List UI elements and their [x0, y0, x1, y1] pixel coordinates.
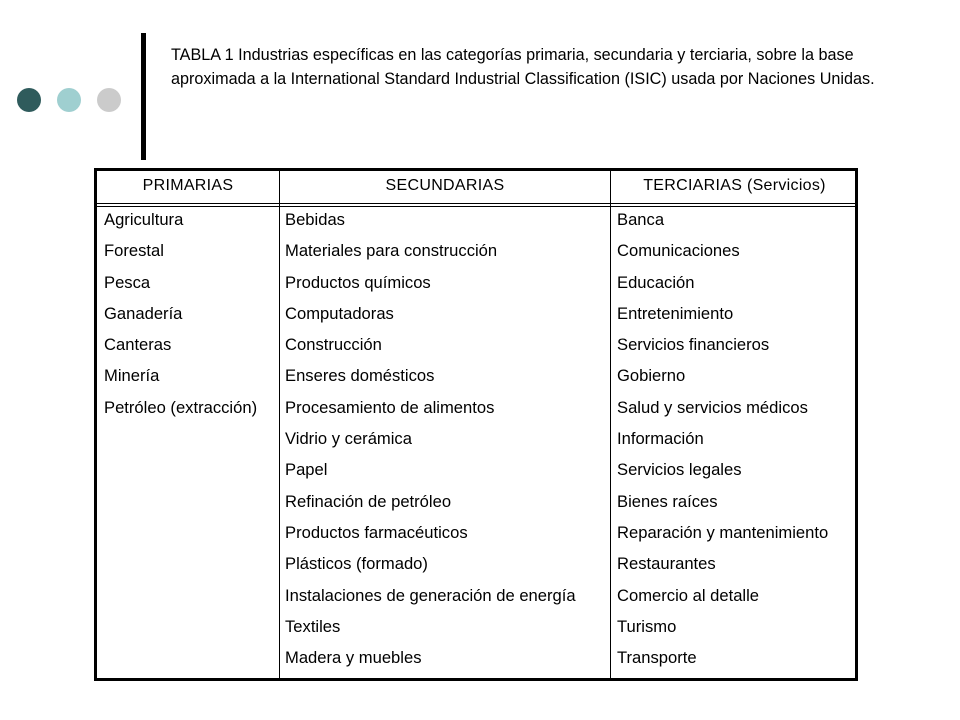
header-terciarias: TERCIARIAS (Servicios) [643, 177, 826, 194]
table-cell: Instalaciones de generación de energía [285, 585, 576, 605]
table-cell: Madera y muebles [285, 648, 422, 668]
column-primarias [104, 205, 257, 424]
decorative-dot-dark [17, 88, 41, 112]
table-cell: Plásticos (formado) [285, 554, 428, 574]
table-cell: Computadoras [285, 303, 394, 323]
table-cell: Comunicaciones [617, 241, 740, 261]
table-cell: Turismo [617, 616, 677, 636]
table-cell: Petróleo (extracción) [104, 397, 258, 417]
table-cell: Servicios financieros [617, 335, 770, 355]
table-cell: Bienes raíces [617, 491, 718, 511]
table-cell: Transporte [617, 648, 697, 668]
table-cell: Educación [617, 272, 695, 292]
table-cell: Textiles [285, 616, 341, 636]
table-cell: Enseres domésticos [285, 366, 435, 386]
table-cell: Ganadería [104, 303, 183, 323]
table-cell: Servicios legales [617, 460, 742, 480]
header-primarias: PRIMARIAS [142, 177, 234, 194]
column-divider [610, 171, 611, 678]
table-cell: Papel [285, 460, 328, 480]
table-cell: Vidrio y cerámica [285, 429, 412, 449]
decorative-vertical-bar [141, 33, 146, 160]
table-cell: Materiales para construcción [285, 241, 498, 261]
decorative-dot-teal [57, 88, 81, 112]
table-cell: Productos farmacéuticos [285, 522, 468, 542]
table-cell: Procesamiento de alimentos [285, 397, 495, 417]
column-divider [279, 171, 280, 678]
table-cell: Canteras [104, 335, 172, 355]
table-cell: Bebidas [285, 210, 345, 229]
header-secundarias: SECUNDARIAS [385, 177, 505, 194]
table-cell: Información [617, 429, 704, 449]
table-cell: Comercio al detalle [617, 585, 760, 605]
table-cell: Minería [104, 366, 160, 386]
table-caption: TABLA 1 Industrias específicas en las categorías primaria, secundaria y terciaria, sobre la base aproximada a la International Standard Industrial Classification (ISIC) usada por Naciones Unidas. [171, 46, 875, 88]
table-cell: Reparación y mantenimiento [617, 522, 829, 542]
table-cell: Salud y servicios médicos [617, 397, 808, 417]
table-cell: Pesca [104, 272, 151, 292]
column-secundarias [285, 205, 576, 674]
industries-table [94, 168, 858, 681]
table-cell: Forestal [104, 241, 164, 261]
column-terciarias [617, 205, 828, 674]
table-cell: Productos químicos [285, 272, 431, 292]
table-cell: Restaurantes [617, 554, 716, 574]
table-cell: Agricultura [104, 210, 184, 229]
table-cell: Banca [617, 210, 665, 229]
table-cell: Construcción [285, 335, 382, 355]
decorative-dot-gray [97, 88, 121, 112]
table-cell: Entretenimiento [617, 303, 734, 323]
table-cell: Gobierno [617, 366, 686, 386]
table-cell: Refinación de petróleo [285, 491, 452, 511]
